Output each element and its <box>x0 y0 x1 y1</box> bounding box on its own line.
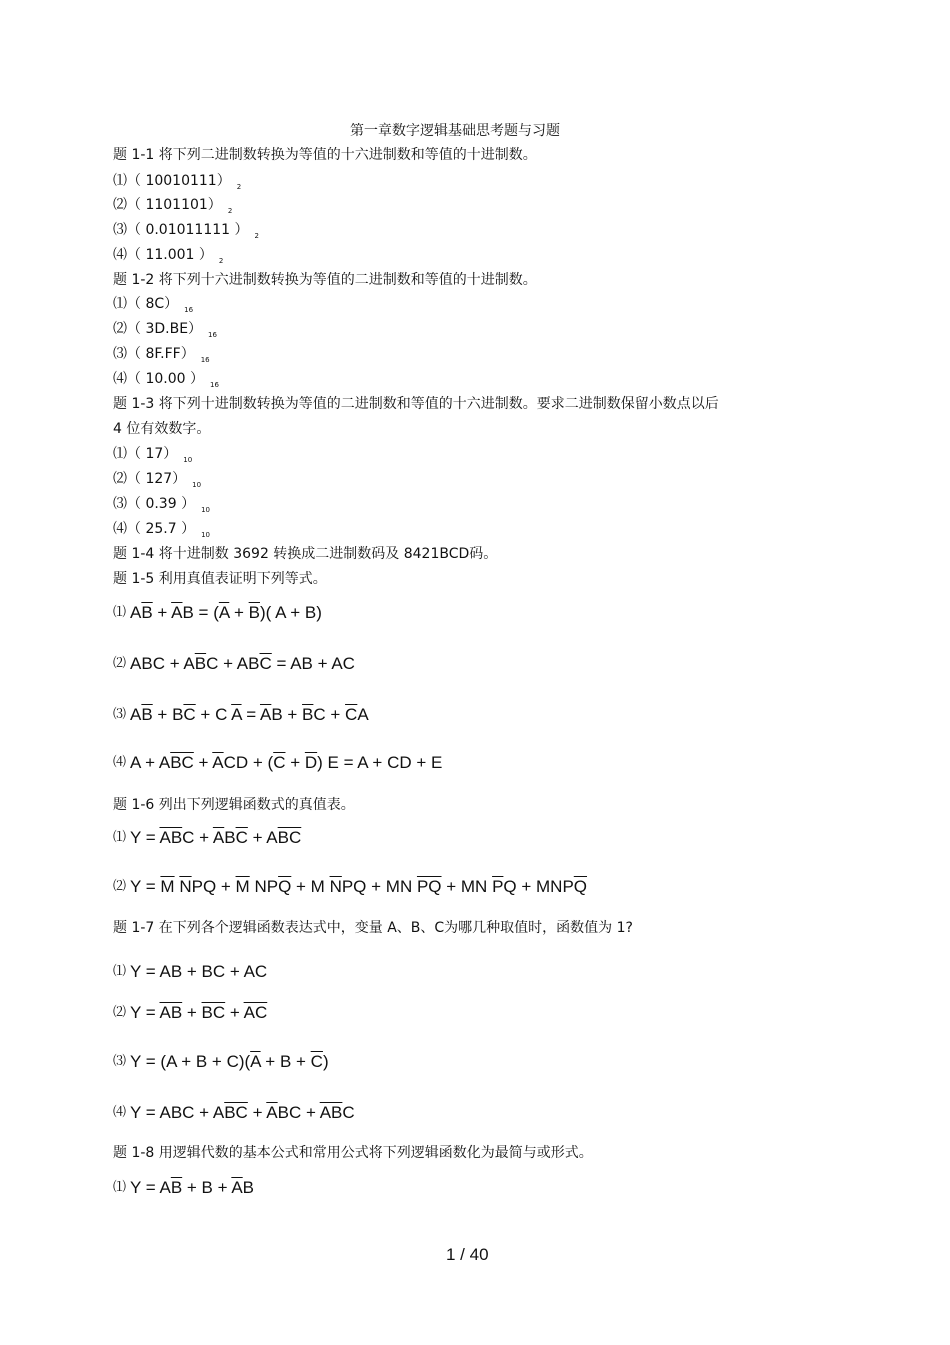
formula <box>113 603 322 623</box>
overlined-term: $\overline{Q}$ <box>278 877 292 896</box>
text-line: ⑵（ 127） $_{10}$ <box>113 471 202 489</box>
overlined-term: $\overline{C}$ <box>273 753 286 772</box>
formula <box>113 877 587 897</box>
formula-term: Y = AB + BC + AC <box>130 962 268 981</box>
overlined-term: $\overline{N}$ <box>329 877 342 896</box>
overlined-term: $\overline{A}$ <box>212 828 225 847</box>
formula-number: ⑴ <box>113 964 127 979</box>
formula-term: + B + <box>182 1178 232 1197</box>
formula-term: BC + <box>277 1103 320 1122</box>
formula-term: C + AB <box>206 654 260 673</box>
overlined-term: $\overline{B}$ <box>302 705 314 724</box>
formula-term: + <box>285 753 305 772</box>
formula-term: B = ( <box>182 603 219 622</box>
overlined-term: $\overline{C}$ <box>310 1052 323 1071</box>
formula-term: Y = A <box>130 1178 171 1197</box>
formula-term: B <box>224 828 236 847</box>
overlined-term: $\overline{AB}$ <box>159 828 183 847</box>
formula-term: + M <box>291 877 330 896</box>
formula <box>113 705 369 725</box>
formula-term: + A <box>247 828 278 847</box>
overlined-term: $\overline{B}$ <box>248 603 260 622</box>
formula-number: ⑷ <box>113 1105 127 1120</box>
formula-term: Y = <box>130 1003 160 1022</box>
overlined-term: $\overline{C}$ <box>235 828 248 847</box>
overlined-term: $\overline{B}$ <box>141 603 153 622</box>
text-line: 题 1-7 在下列各个逻辑函数表达式中，变量 A、B、C为哪几种取值时，函数值为 1? <box>113 920 633 936</box>
overlined-term: $\overline{A}$ <box>218 603 230 622</box>
text-line: 4 位有效数字。 <box>113 421 211 437</box>
formula-term: + <box>247 1103 267 1122</box>
text-line: 题 1-1 将下列二进制数转换为等值的十六进制数和等值的十进制数。 <box>113 147 537 163</box>
formula-number: ⑵ <box>113 1005 127 1020</box>
overlined-term: $\overline{A}$ <box>231 1178 243 1197</box>
text-line: 题 1-3 将下列十进制数转换为等值的二进制数和等值的十六进制数。要求二进制数保留小数点以后 <box>113 396 719 412</box>
overlined-term: $\overline{M}$ <box>235 877 250 896</box>
formula-number: ⑶ <box>113 707 127 722</box>
formula-term: + <box>229 603 249 622</box>
page-number: 1 / 40 <box>446 1245 489 1264</box>
formula <box>113 753 442 773</box>
formula-term: A <box>130 705 142 724</box>
text-line: ⑷（ 11.001 ） $_2$ <box>113 247 224 265</box>
formula-number: ⑵ <box>113 656 127 671</box>
text-line: 题 1-4 将十进制数 3692 转换成二进制数码及 8421BCD码。 <box>113 546 498 562</box>
text-line: ⑵（ 3D.BE） $_{16}$ <box>113 321 217 339</box>
text-line: ⑴（ 8C） $_{16}$ <box>113 296 194 314</box>
formula-term: A <box>357 705 369 724</box>
formula <box>113 1052 329 1072</box>
formula-term: A <box>130 603 142 622</box>
text-line: ⑷（ 25.7 ） $_{10}$ <box>113 521 210 539</box>
text-line: ⑷（ 10.00 ） $_{16}$ <box>113 371 219 389</box>
overlined-term: $\overline{AC}$ <box>243 1003 268 1022</box>
overlined-term: $\overline{A}$ <box>212 753 224 772</box>
overlined-term: $\overline{C}$ <box>259 654 272 673</box>
overlined-term: $\overline{A}$ <box>259 705 272 724</box>
text-line: ⑵（ 1101101） $_2$ <box>113 197 233 215</box>
overlined-term: $\overline{M}$ <box>160 877 175 896</box>
formula-term: C + <box>182 828 213 847</box>
formula-term: B + <box>271 705 303 724</box>
formula-term: CD + ( <box>223 753 274 772</box>
formula-term: Q + MNP <box>503 877 574 896</box>
overlined-term: $\overline{A}$ <box>231 705 242 724</box>
formula-number: ⑴ <box>113 830 127 845</box>
formula-term: B <box>242 1178 255 1197</box>
text-line: 题 1-6 列出下列逻辑函数式的真值表。 <box>113 797 355 813</box>
formula <box>113 1178 254 1198</box>
overlined-term: $\overline{C}$ <box>345 705 358 724</box>
formula-term: + <box>182 1003 202 1022</box>
text-line: 题 1-8 用逻辑代数的基本公式和常用公式将下列逻辑函数化为最简与或形式。 <box>113 1145 593 1161</box>
text-line: ⑶（ 0.39 ） $_{10}$ <box>113 496 210 514</box>
formula-number: ⑴ <box>113 605 127 620</box>
text-line: 题 1-2 将下列十六进制数转换为等值的二进制数和等值的十进制数。 <box>113 272 537 288</box>
formula <box>113 1003 267 1023</box>
text-line: ⑶（ 8F.FF） $_{16}$ <box>113 346 210 364</box>
formula-term: + <box>152 603 172 622</box>
overlined-term: $\overline{Q}$ <box>573 877 588 896</box>
formula-term: Y = <box>130 828 160 847</box>
text-line: ⑴（ 10010111） $_2$ <box>113 173 242 191</box>
overlined-term: $\overline{P}$ <box>492 877 504 896</box>
formula-term: = <box>241 705 260 724</box>
text-line: 题 1-5 利用真值表证明下列等式。 <box>113 571 327 587</box>
formula-term: )( A + B) <box>259 603 322 622</box>
page-title: 第一章数字逻辑基础思考题与习题 <box>350 123 560 139</box>
overlined-term: $\overline{A}$ <box>266 1103 278 1122</box>
formula-term: + <box>225 1003 244 1022</box>
formula-term: ) E = A + CD + E <box>317 753 443 772</box>
formula-term: PQ + MN <box>341 877 417 896</box>
formula <box>113 654 355 674</box>
formula-term: A + A <box>130 753 171 772</box>
formula-term: C <box>342 1103 355 1122</box>
formula-number: ⑵ <box>113 879 127 894</box>
overlined-term: $\overline{BC}$ <box>201 1003 226 1022</box>
overlined-term: $\overline{B}$ <box>170 1178 183 1197</box>
formula-term: + B <box>152 705 184 724</box>
overlined-term: $\overline{AB}$ <box>159 1003 183 1022</box>
formula <box>113 1103 355 1123</box>
overlined-term: $\overline{BC}$ <box>277 828 302 847</box>
formula-term: C + <box>313 705 346 724</box>
formula-term: Y = <box>130 877 161 896</box>
formula-term: NP <box>249 877 279 896</box>
formula <box>113 828 301 848</box>
formula-term: + <box>193 753 213 772</box>
overlined-term: $\overline{AB}$ <box>319 1103 343 1122</box>
formula-number: ⑷ <box>113 755 127 770</box>
formula-term: = AB + AC <box>271 654 355 673</box>
formula-term: Y = (A + B + C)( <box>130 1052 251 1071</box>
text-line: ⑶（ 0.01011111 ） $_2$ <box>113 222 259 240</box>
overlined-term: $\overline{PQ}$ <box>416 877 442 896</box>
formula-number: ⑶ <box>113 1054 127 1069</box>
formula-term: + MN <box>441 877 493 896</box>
overlined-term: $\overline{BC}$ <box>224 1103 248 1122</box>
formula <box>113 962 267 982</box>
overlined-term: $\overline{B}$ <box>141 705 153 724</box>
formula-term: ) <box>322 1052 329 1071</box>
overlined-term: $\overline{BC}$ <box>170 753 194 772</box>
formula-term: + B + <box>260 1052 311 1071</box>
overlined-term: $\overline{C}$ <box>183 705 196 724</box>
overlined-term: $\overline{N}$ <box>179 877 192 896</box>
formula-term: Y = ABC + A <box>130 1103 225 1122</box>
text-line: ⑴（ 17） $_{10}$ <box>113 446 193 464</box>
overlined-term: $\overline{D}$ <box>304 753 318 772</box>
formula-term: + C <box>195 705 232 724</box>
formula-term: PQ + <box>191 877 236 896</box>
overlined-term: $\overline{A}$ <box>250 1052 261 1071</box>
formula-term: ABC + A <box>130 654 195 673</box>
overlined-term: $\overline{B}$ <box>194 654 207 673</box>
overlined-term: $\overline{A}$ <box>171 603 183 622</box>
formula-number: ⑴ <box>113 1180 127 1195</box>
